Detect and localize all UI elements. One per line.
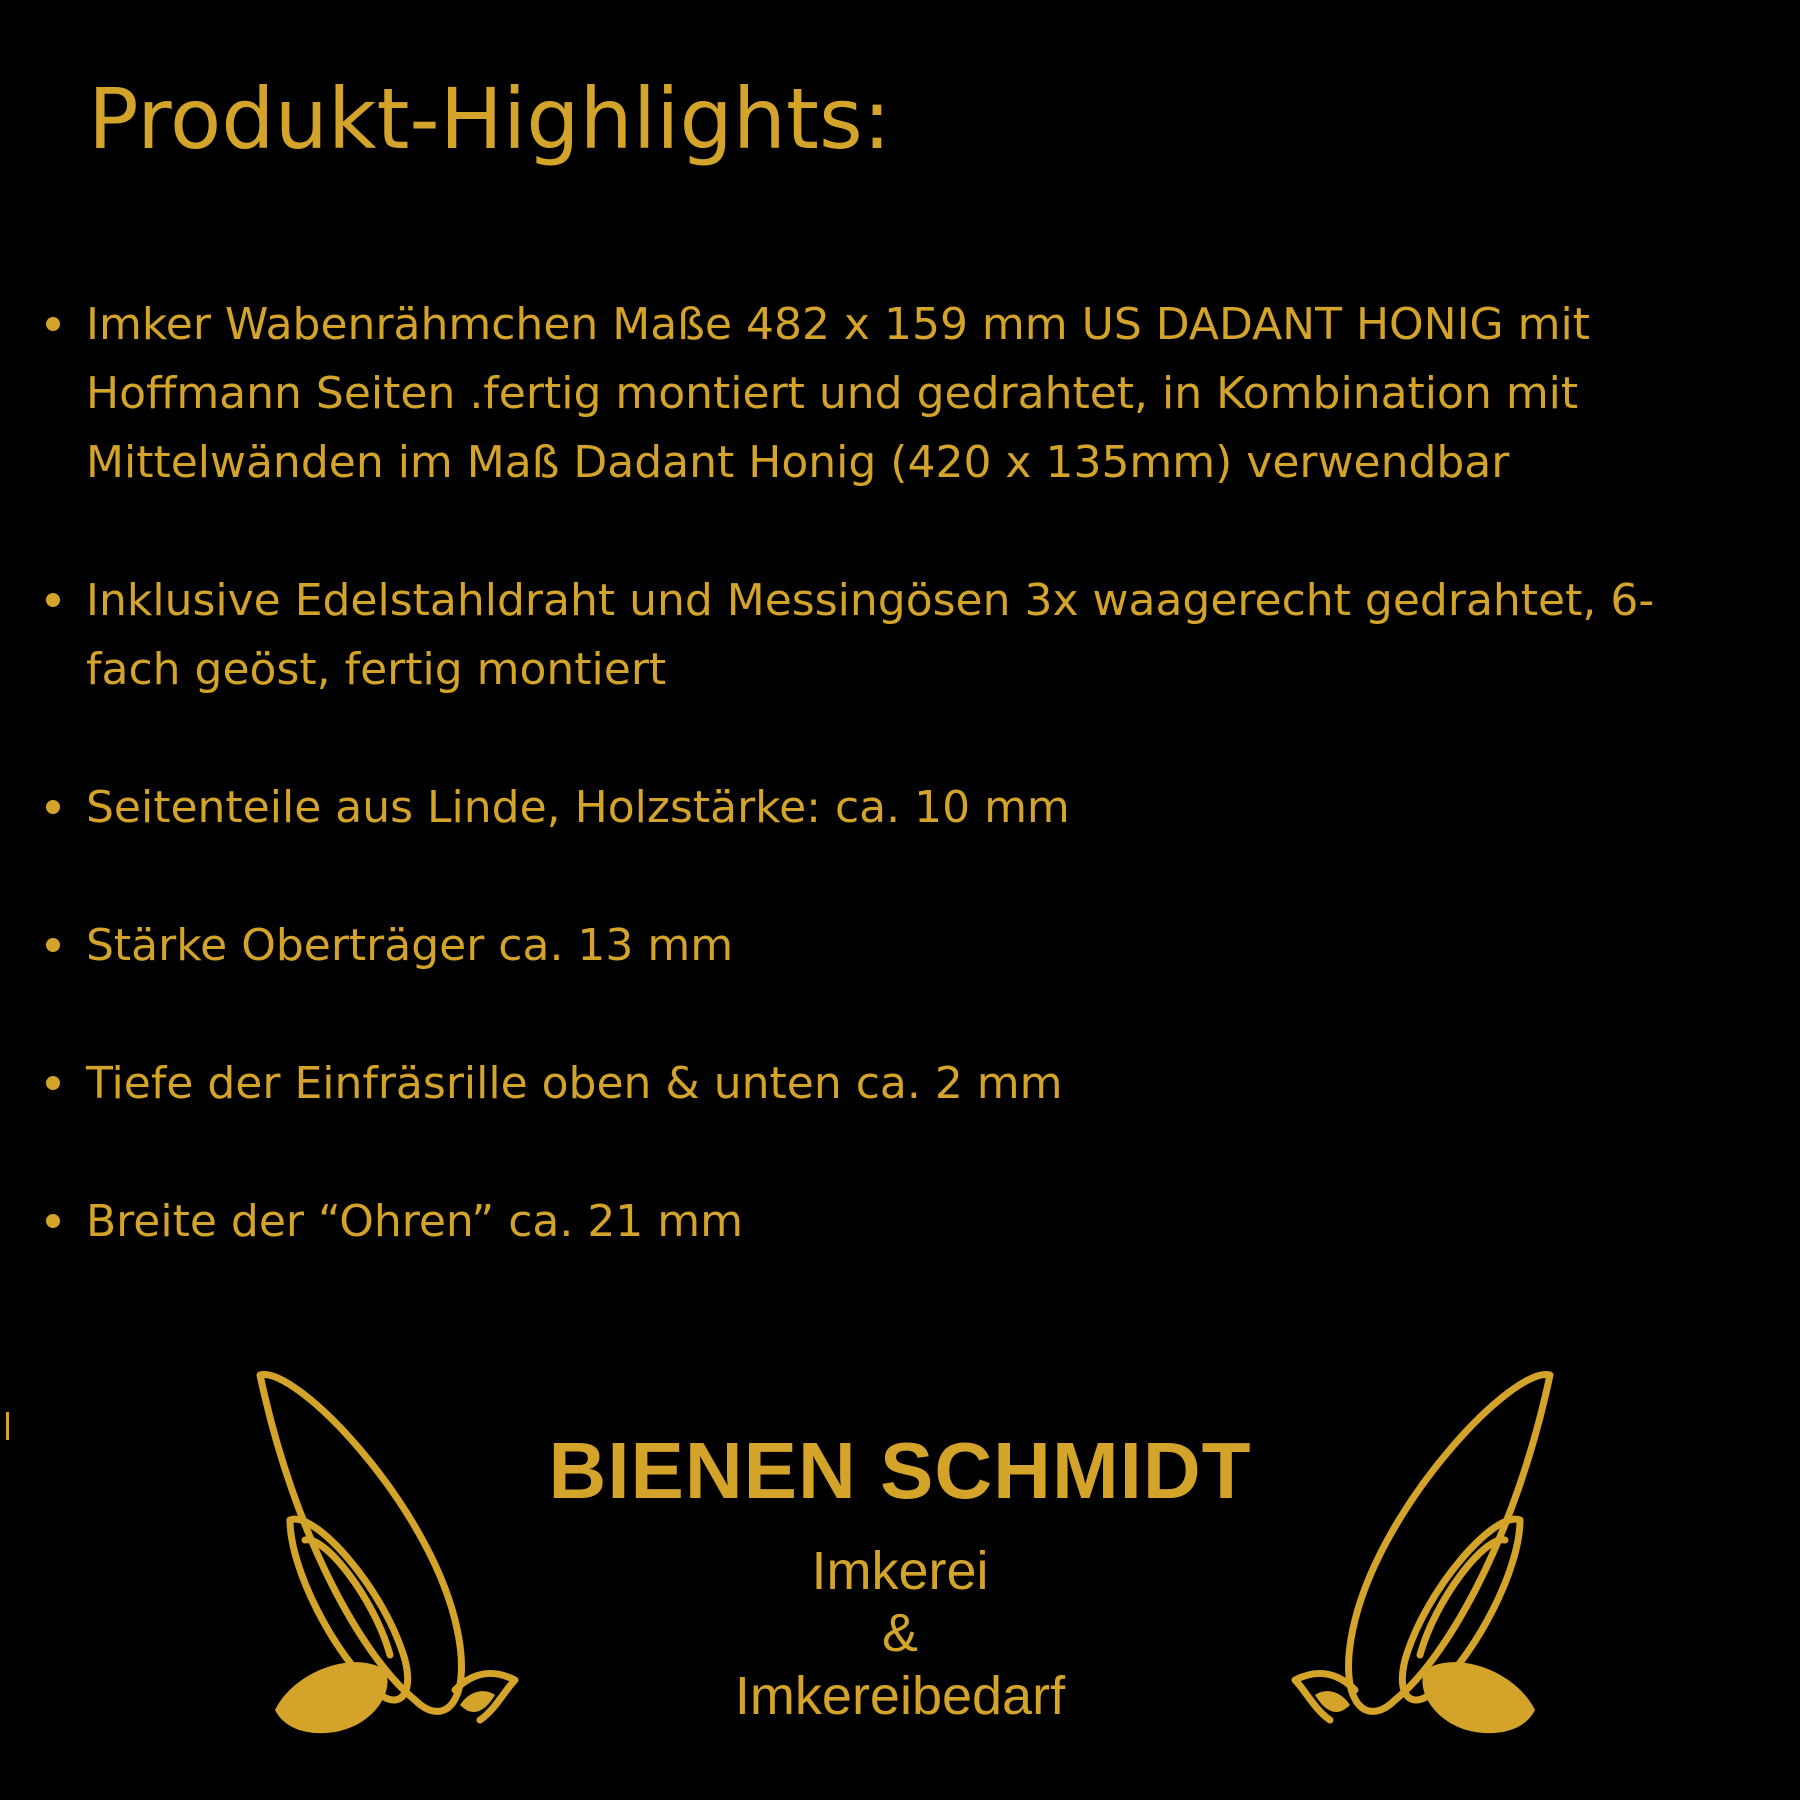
list-item	[44, 566, 1744, 704]
list-item	[44, 1187, 1744, 1256]
list-item-text: Seitenteile aus Linde, Holzstärke: ca. 10 mm	[86, 782, 1070, 833]
brand-tagline-3: Imkereibedarf	[734, 1666, 1066, 1726]
list-item-text: Tiefe der Einfräsrille oben & unten ca. 2 mm	[86, 1058, 1063, 1109]
brand-tagline-2: &	[881, 1603, 919, 1663]
brand-tagline-1: Imkerei	[811, 1541, 989, 1601]
page-title: Produkt-Highlights:	[88, 70, 892, 168]
bullet-icon	[46, 938, 60, 952]
bullet-icon	[46, 593, 60, 607]
list-item	[44, 773, 1744, 842]
bullet-icon	[46, 800, 60, 814]
list-item-text: Breite der “Ohren” ca. 21 mm	[86, 1196, 744, 1247]
list-item	[44, 1049, 1744, 1118]
bullet-icon	[46, 1214, 60, 1228]
bullet-icon	[46, 317, 60, 331]
list-item-text: Imker Wabenrähmchen Maße 482 x 159 mm US DADANT HONIG mit Hoffmann Seiten .fertig montiert und gedrahtet, in Kombination mit Mittelwänden im Maß Dadant Honig (420 x 135mm) verwendbar	[86, 299, 1590, 488]
highlights-list	[44, 290, 1744, 1325]
bullet-icon	[46, 1076, 60, 1090]
list-item-text: Inklusive Edelstahldraht und Messingösen 3x waagerecht gedrahtet, 6-fach geöst, fertig montiert	[86, 575, 1655, 695]
list-item	[44, 290, 1744, 497]
list-item-text: Stärke Oberträger ca. 13 mm	[86, 920, 734, 971]
brand-name: BIENEN SCHMIDT	[548, 1426, 1252, 1515]
list-item	[44, 911, 1744, 980]
